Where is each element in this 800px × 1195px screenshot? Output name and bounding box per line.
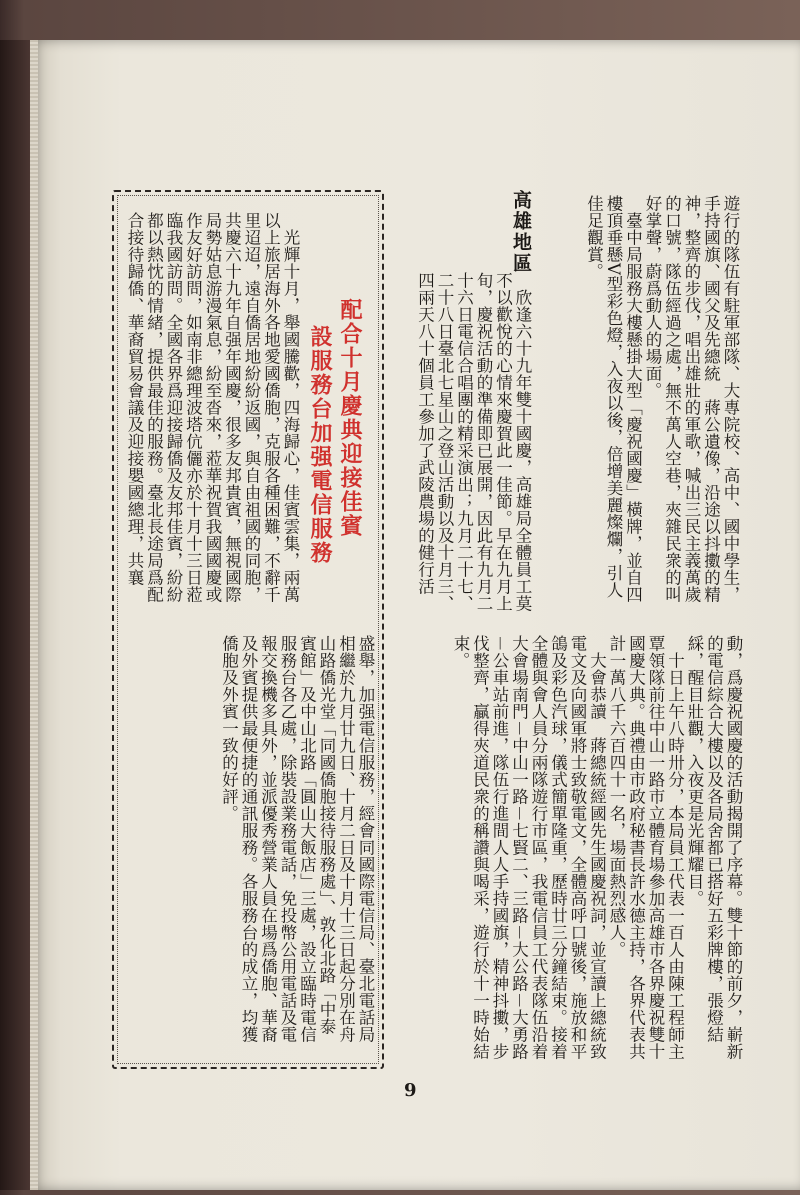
top-right-text: 遊行的隊伍有駐軍部隊、大專院校、高中、國中學生，手持國旗、國父及先總統 蔣公遺像，沿途以抖擻的精神，整齊的步伐，唱出雄壯的軍歌，喊出三民主義萬歲的口號，隊伍經過之處，無不萬人空巷，夾雜民衆的叫好掌聲，蔚爲動人的場面。 臺中局服務大樓懸掛大型「慶祝國慶」橫牌，並自四樓頂垂懸V型彩色燈，入夜以後，倍增美麗燦爛，引人佳足觀賞。 xyxy=(584,195,740,603)
box-lower-text: 盛舉，加强電信服務，經會同國際電信局、臺北電話局相繼於九月廿九日、十月二日及十月十三日起分別在舟山路僑光堂「同國僑胞接待服務處」、敦化北路「中泰賓館」及中山北路「圓山大飯店」三處，設立臨時電信服務台各乙處，除裝設業務電話，免投幣公用電話及電報交換機多具外，並派優秀營業人員在場爲僑胞、華裔及外賓提供最便捷的通訊服務。各服務台的成立，均獲僑胞及外賓一致的好評。 xyxy=(219,635,375,1043)
bottom-right-text: 動，爲慶祝國慶的活動揭開了序幕。雙十節的前夕，嶄新的電信綜合大樓以及各局舍都已搭好五彩牌樓，張燈結綵，醒目壯觀，入夜更是光輝耀目。 十日上午八時卅分，本局員工代表一百人由陳工程師主覃領隊前往中山一路市立體育場參加高雄市各界慶祝雙十國慶大典。典禮由市政府秘書長許水德主持，各界代表共計一萬八千六百四十一名，場面熱烈感人。 大會恭讀 蔣總統經國先生國慶祝詞，並宣讀上總統致電文及向國軍將士致敬電文，全體高呼口號後，施放和平鴿及彩色汽球，儀式簡單隆重，歷時廿三分鐘結束。接着全體與會人員分兩隊遊行市區，我電信員工代表隊伍沿着大會場南門－中山一路－七賢二、三路－大公路－大勇路－公車站前進，隊伍行進間人人手持國旗，精神抖擻，步伐整齊，贏得夾道民衆的稱讚與喝采，遊行於十一時始結束。 xyxy=(451,635,743,1060)
box-title-line1: 配合十月慶典迎接佳賓 xyxy=(337,298,362,538)
page-edge xyxy=(30,40,38,1190)
page-number: 9 xyxy=(404,1080,417,1101)
section-heading: 高雄地區 xyxy=(510,190,532,274)
box-title-line2: 設服務台加强電信服務 xyxy=(307,325,332,565)
kaohsiung-text: 欣逢六十九年雙十國慶，高雄局全體員工莫不以歡悅的心情來慶賀此一佳節。早在九月上旬，慶祝活動的準備即已展開，因此有九月二十六日電信合唱團的精采演出；九月二十七、二十八日臺北七星山之登山活動以及十月三、四兩天八十個員工參加了武陵農場的健行活 xyxy=(415,272,532,612)
book-spine xyxy=(0,40,30,1190)
box-upper-text: 光輝十月，舉國騰歡，四海歸心，佳賓雲集，兩萬以上旅居海外各地愛國僑胞，克服各種困難，不辭千里迢迢，遠自僑居地紛紛返國，與自由祖國的同胞，共慶六十九年自强年國慶，很多友邦貴賓，無視國際局勢姑息游漫氣息，紛至沓來，蒞華祝賀我國國慶或作友好訪問，如南非總理波塔伉儷亦於十月十三日蒞臨我國訪問。全國各界爲迎接歸僑及友邦佳賓，紛紛都以熱忱的情緒，提供最佳的服務。臺北長途局爲配合接待歸僑、華裔貿易會議及迎接嬰國總理，共襄 xyxy=(125,212,300,603)
